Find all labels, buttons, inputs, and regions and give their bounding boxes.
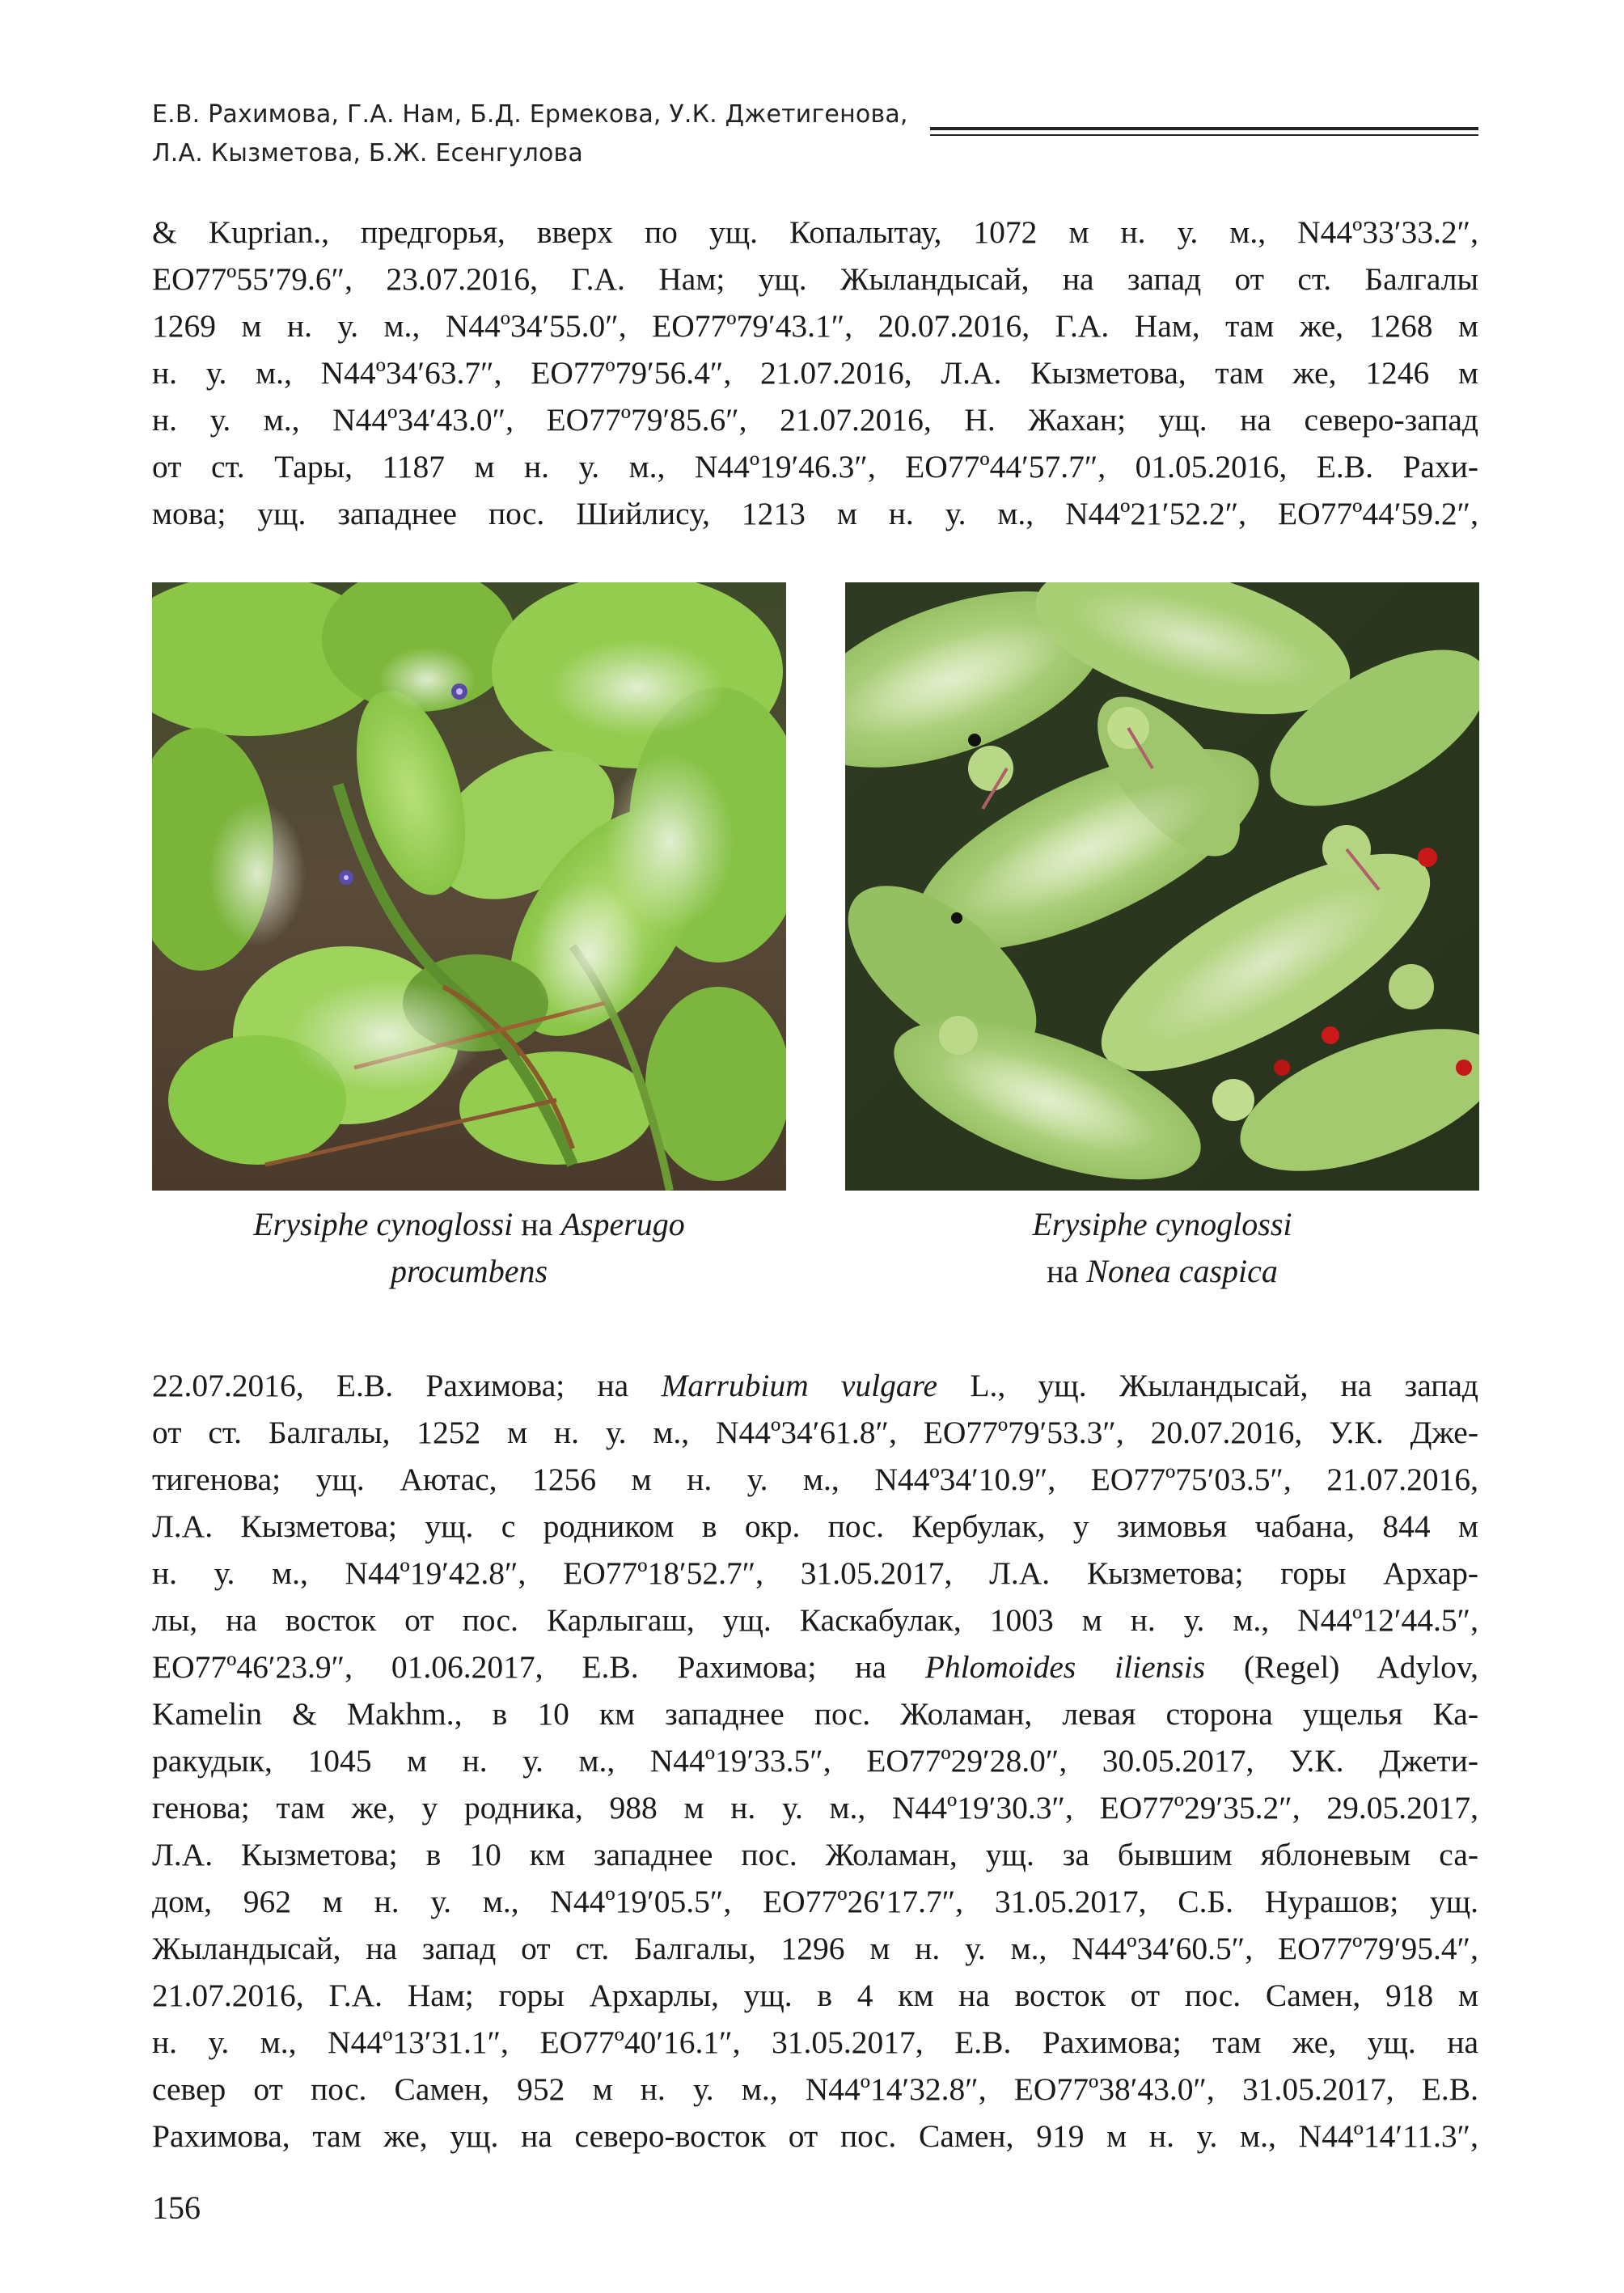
caption-line	[152, 1201, 786, 1248]
header-authors-line2: Л.А. Кызметова, Б.Ж. Есенгулова	[152, 139, 584, 167]
caption-connector: на	[513, 1206, 561, 1242]
paragraph-bottom	[152, 1362, 1478, 2160]
text-line: мова; ущ. западнее пос. Шийлису, 1213 м н. у. м., N44º21′52.2″, EO77º44′59.2″,	[152, 496, 1478, 531]
caption-host-genus: Asperugo	[560, 1206, 685, 1242]
text-line	[152, 1362, 1478, 1409]
text-line: генова; там же, у родника, 988 м н. у. м., N44º19′30.3″, EO77º29′35.2″, 29.05.2017,	[152, 1790, 1478, 1826]
figure-caption-1	[152, 1201, 786, 1295]
text-line: дом, 962 м н. у. м., N44º19′05.5″, EO77º26′17.7″, 31.05.2017, С.Б. Нурашов; ущ.	[152, 1884, 1478, 1919]
text-line: Жыландысай, на запад от ст. Балгалы, 1296 м н. у. м., N44º34′60.5″, EO77º79′95.4″,	[152, 1931, 1478, 1966]
caption-species: Erysiphe cynoglossi	[253, 1206, 514, 1242]
species-name: Marrubium vulgare	[661, 1368, 938, 1403]
text-line: Л.А. Кызметова; в 10 км западнее пос. Жоламан, ущ. за бывшим яблоневым са-	[152, 1837, 1478, 1872]
caption-line	[845, 1201, 1479, 1248]
figure-caption-2	[845, 1201, 1479, 1295]
text-line: & Kuprian., предгорья, вверх по ущ. Копалытау, 1072 м н. у. м., N44º33′33.2″,	[152, 214, 1478, 250]
text-line: север от пос. Самен, 952 м н. у. м., N44º14′32.8″, EO77º38′43.0″, 31.05.2017, Е.В.	[152, 2071, 1478, 2107]
text-run: L., ущ. Жыландысай, на запад	[937, 1368, 1479, 1403]
caption-line	[152, 1248, 786, 1295]
text-line	[152, 1644, 1478, 1690]
text-line: тигенова; ущ. Аютас, 1256 м н. у. м., N44º34′10.9″, EO77º75′03.5″, 21.07.2016,	[152, 1462, 1478, 1497]
caption-host-epithet: procumbens	[390, 1253, 548, 1289]
text-line: 21.07.2016, Г.А. Нам; горы Архарлы, ущ. в 4 км на восток от пос. Самен, 918 м	[152, 1978, 1478, 2013]
running-header	[152, 95, 912, 173]
text-line: н. у. м., N44º34′63.7″, EO77º79′56.4″, 21.07.2016, Л.А. Кызметова, там же, 1246 м	[152, 355, 1478, 391]
text-line: ракудык, 1045 м н. у. м., N44º19′33.5″, EO77º29′28.0″, 30.05.2017, У.К. Джети-	[152, 1743, 1478, 1779]
caption-line	[845, 1248, 1479, 1295]
text-line: н. у. м., N44º13′31.1″, EO77º40′16.1″, 31.05.2017, Е.В. Рахимова; там же, ущ. на	[152, 2024, 1478, 2060]
text-line: Kamelin & Makhm., в 10 км западнее пос. Жоламан, левая сторона ущелья Ка-	[152, 1696, 1478, 1732]
text-run: (Regel) Adylov,	[1205, 1649, 1478, 1685]
text-line: н. у. м., N44º34′43.0″, EO77º79′85.6″, 21.07.2016, Н. Жахан; ущ. на северо-запад	[152, 402, 1478, 438]
species-name: Phlomoides iliensis	[924, 1649, 1206, 1685]
text-line: лы, на восток от пос. Карлыгаш, ущ. Каскабулак, 1003 м н. у. м., N44º12′44.5″,	[152, 1602, 1478, 1638]
caption-host: Nonea caspica	[1086, 1253, 1278, 1289]
text-line: Рахимова, там же, ущ. на северо-восток от пос. Самен, 919 м н. у. м., N44º14′11.3″,	[152, 2118, 1478, 2154]
text-run: EO77º46′23.9″, 01.06.2017, Е.В. Рахимова; на	[152, 1649, 925, 1685]
text-line: от ст. Балгалы, 1252 м н. у. м., N44º34′61.8″, EO77º79′53.3″, 20.07.2016, У.К. Дже-	[152, 1415, 1478, 1450]
photo-nonea-caspica	[845, 582, 1479, 1191]
text-run: 22.07.2016, Е.В. Рахимова; на	[152, 1368, 662, 1403]
text-line: от ст. Тары, 1187 м н. у. м., N44º19′46.3″, EO77º44′57.7″, 01.05.2016, Е.В. Рахи-	[152, 449, 1478, 484]
header-rule-thin	[930, 134, 1478, 136]
text-line: Л.А. Кызметова; ущ. с родником в окр. пос. Кербулак, у зимовья чабана, 844 м	[152, 1508, 1478, 1544]
caption-connector: на	[1047, 1253, 1087, 1289]
caption-species: Erysiphe cynoglossi	[1032, 1206, 1292, 1242]
photo-asperugo-procumbens	[152, 582, 786, 1191]
header-rule-thick	[930, 127, 1478, 130]
paragraph-top	[152, 209, 1478, 537]
page-number: 156	[152, 2189, 201, 2226]
text-line: 1269 м н. у. м., N44º34′55.0″, EO77º79′43.1″, 20.07.2016, Г.А. Нам, там же, 1268 м	[152, 308, 1478, 344]
text-line: н. у. м., N44º19′42.8″, EO77º18′52.7″, 31.05.2017, Л.А. Кызметова; горы Архар-	[152, 1555, 1478, 1591]
text-line: EO77º55′79.6″, 23.07.2016, Г.А. Нам; ущ. Жыландысай, на запад от ст. Балгалы	[152, 261, 1478, 297]
header-authors-line1: Е.В. Рахимова, Г.А. Нам, Б.Д. Ермекова, У.К. Джетигенова,	[152, 100, 908, 129]
